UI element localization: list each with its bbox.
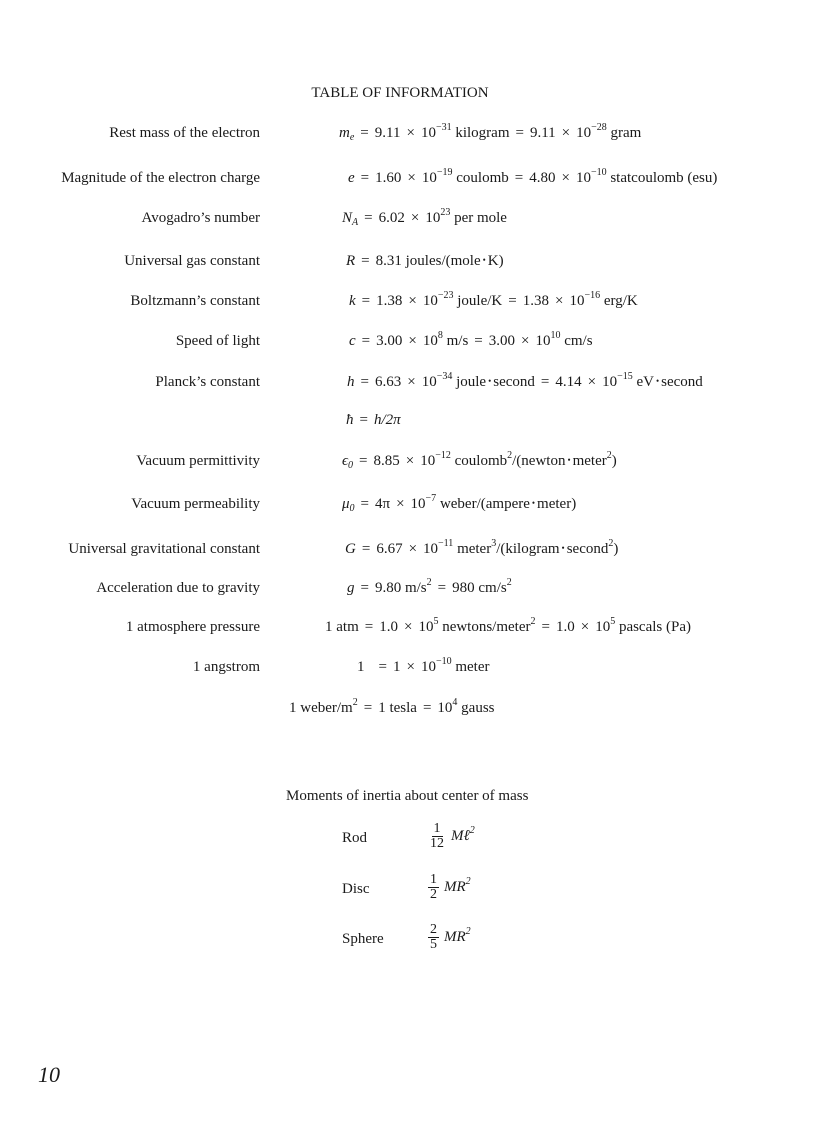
label-permittivity: Vacuum permittivity: [136, 453, 260, 469]
eq-electron-charge: $e = 1.60 \times 10^{-19}$ coulomb = $4.80 \times 10^{-10}$ statcoulomb (esu): [348, 167, 718, 186]
label-angstrom: 1 angstrom: [192, 659, 260, 675]
eq-angstrom: $1 = 1 \times 10^{-10}$ meter: [357, 656, 490, 675]
moment-name: Rod: [342, 830, 368, 846]
eq-hbar: ħ = h/2π: [346, 412, 401, 428]
label-speed-light: Speed of light: [175, 333, 260, 349]
moment-formula: $\frac{1}{12}$ Mℓ$^2$: [430, 821, 475, 851]
eq-permeability: $\mu_0 = 4\pi \times 10^{-7}$ weber/(ampere • meter): [342, 493, 577, 514]
eq-planck: $h = 6.63 \times 10^{-34}$ joule • second = $4.14 \times 10^{-15}$ eV • second: [347, 371, 703, 390]
eq-atm: 1 atm = $1.0 \times 10^5$ newtons/meter$^2$ = $1.0 \times 10^5$ pascals (Pa): [325, 616, 691, 635]
eq-boltzmann: $k = 1.38 \times 10^{-23}$ joule/K = $1.38 \times 10^{-16}$ erg/K: [349, 290, 638, 309]
eq-gravitational: $G = 6.67 \times 10^{-11}$ meter$^3$/(kilogram • second$^2$): [345, 538, 619, 557]
label-planck: Planck’s constant: [155, 374, 260, 390]
label-atm: 1 atmosphere pressure: [125, 619, 260, 635]
moment-formula: $\frac{2}{5}$ $MR^2$: [430, 922, 471, 952]
dot-operator: •: [482, 255, 486, 265]
label-gas-constant: Universal gas constant: [124, 253, 260, 269]
moment-name: Sphere: [342, 931, 384, 947]
eq-gravity: g = 9.80 $m/s^2 = 980$ $cm/s^2$: [347, 577, 512, 596]
label-electron-mass: Rest mass of the electron: [109, 125, 260, 141]
label-boltzmann: Boltzmann’s constant: [130, 293, 260, 309]
page-number: 10: [38, 1062, 60, 1087]
moment-name: Disc: [342, 881, 370, 897]
eq-avogadro: $N_A = 6.02 \times 10^{23}$ per mole: [342, 207, 507, 228]
label-gravity: Acceleration due to gravity: [96, 580, 260, 596]
eq-electron-mass: $m_e = 9.11 \times 10^{-31}$ kilogram = $9.11 \times 10^{-28}$ gram: [339, 122, 642, 143]
eq-permittivity: $\epsilon_0 = 8.85 \times 10^{-12}$ coulomb$^2$/(newton • meter$^2$): [342, 450, 617, 471]
eq-gas-constant: R = 8.31 joules/(mole • K): [346, 253, 504, 269]
moments-title: Moments of inertia about center of mass: [286, 788, 529, 804]
page-title: TABLE OF INFORMATION: [311, 85, 489, 101]
label-permeability: Vacuum permeability: [131, 496, 260, 512]
eq-weber: 1 weber/$m^2 = 1$ tesla = $10^4$ gauss: [289, 697, 495, 716]
label-gravitational: Universal gravitational constant: [68, 541, 260, 557]
eq-speed-light: $c = 3.00 \times 10^8$ $m/s = 3.00 \times 10^{10}$ cm/s: [349, 330, 593, 349]
label-electron-charge: Magnitude of the electron charge: [61, 170, 260, 186]
moment-formula: $\frac{1}{2}$ $MR^2$: [430, 872, 471, 902]
label-avogadro: Avogadro’s number: [141, 210, 260, 226]
